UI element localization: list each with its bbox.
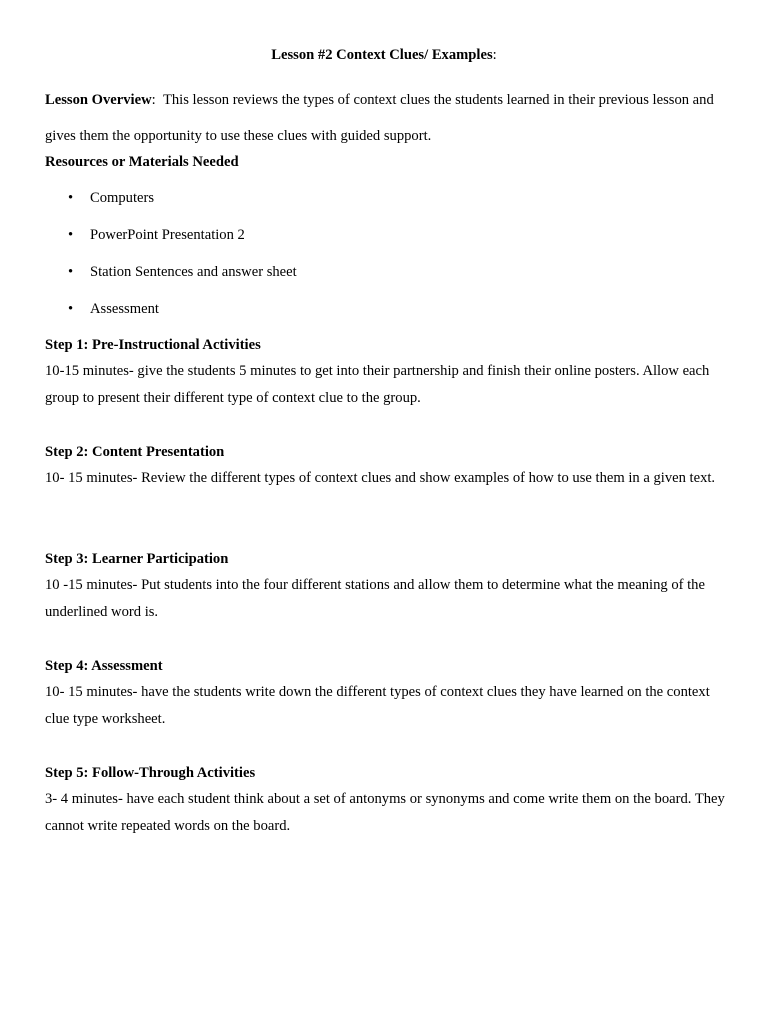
list-item: [45, 226, 297, 263]
bullet-icon: •: [68, 264, 74, 280]
overview-separator: :: [151, 92, 156, 108]
resources-list: [45, 189, 297, 337]
step-text: 10-15 minutes- give the students 5 minutes to get into their partnership and finish their online posters. Allow each group to present their different type of context clue to the group.: [45, 363, 710, 406]
step-heading: Step 5: Follow-Through Activities: [45, 765, 256, 781]
list-item-text: Assessment: [90, 301, 159, 317]
step-heading: Step 1: Pre-Instructional Activities: [45, 337, 261, 353]
step-heading: Step 4: Assessment: [45, 658, 163, 674]
title-text: Lesson #2 Context Clues/ Examples: [271, 47, 493, 63]
step-text: 3- 4 minutes- have each student think about a set of antonyms or synonyms and come write them on the board. They cannot write repeated words on the board.: [45, 791, 725, 834]
bullet-icon: •: [68, 301, 74, 317]
step-heading: Step 2: Content Presentation: [45, 444, 225, 460]
list-item: [45, 300, 297, 337]
bullet-icon: •: [68, 190, 74, 206]
step-text: 10- 15 minutes- Review the different types of context clues and show examples of how to use them in a given text.: [45, 470, 716, 486]
title-colon: :: [492, 47, 497, 63]
step-1-section: [45, 336, 735, 412]
list-item-text: Computers: [90, 190, 155, 206]
step-text: 10- 15 minutes- have the students write down the different types of context clues they have learned on the context clue type worksheet.: [45, 684, 710, 727]
list-item: [45, 263, 297, 300]
step-2-section: [45, 443, 735, 492]
list-item-text: Station Sentences and answer sheet: [90, 264, 297, 280]
step-text: 10 -15 minutes- Put students into the four different stations and allow them to determine what the meaning of the underlined word is.: [45, 577, 705, 620]
list-item-text: PowerPoint Presentation 2: [90, 227, 245, 243]
list-item: [45, 189, 297, 226]
step-3-section: [45, 550, 735, 626]
resources-heading: Resources or Materials Needed: [45, 154, 239, 170]
lesson-overview: [45, 82, 735, 154]
step-heading: Step 3: Learner Participation: [45, 551, 229, 567]
document-title: [0, 46, 768, 64]
step-5-section: [45, 764, 735, 840]
bullet-icon: •: [68, 227, 74, 243]
step-4-section: [45, 657, 735, 733]
overview-label: Lesson Overview: [45, 92, 152, 108]
overview-text: This lesson reviews the types of context clues the students learned in their previous lesson and gives them the opportunity to use these clues with guided support.: [45, 92, 714, 144]
